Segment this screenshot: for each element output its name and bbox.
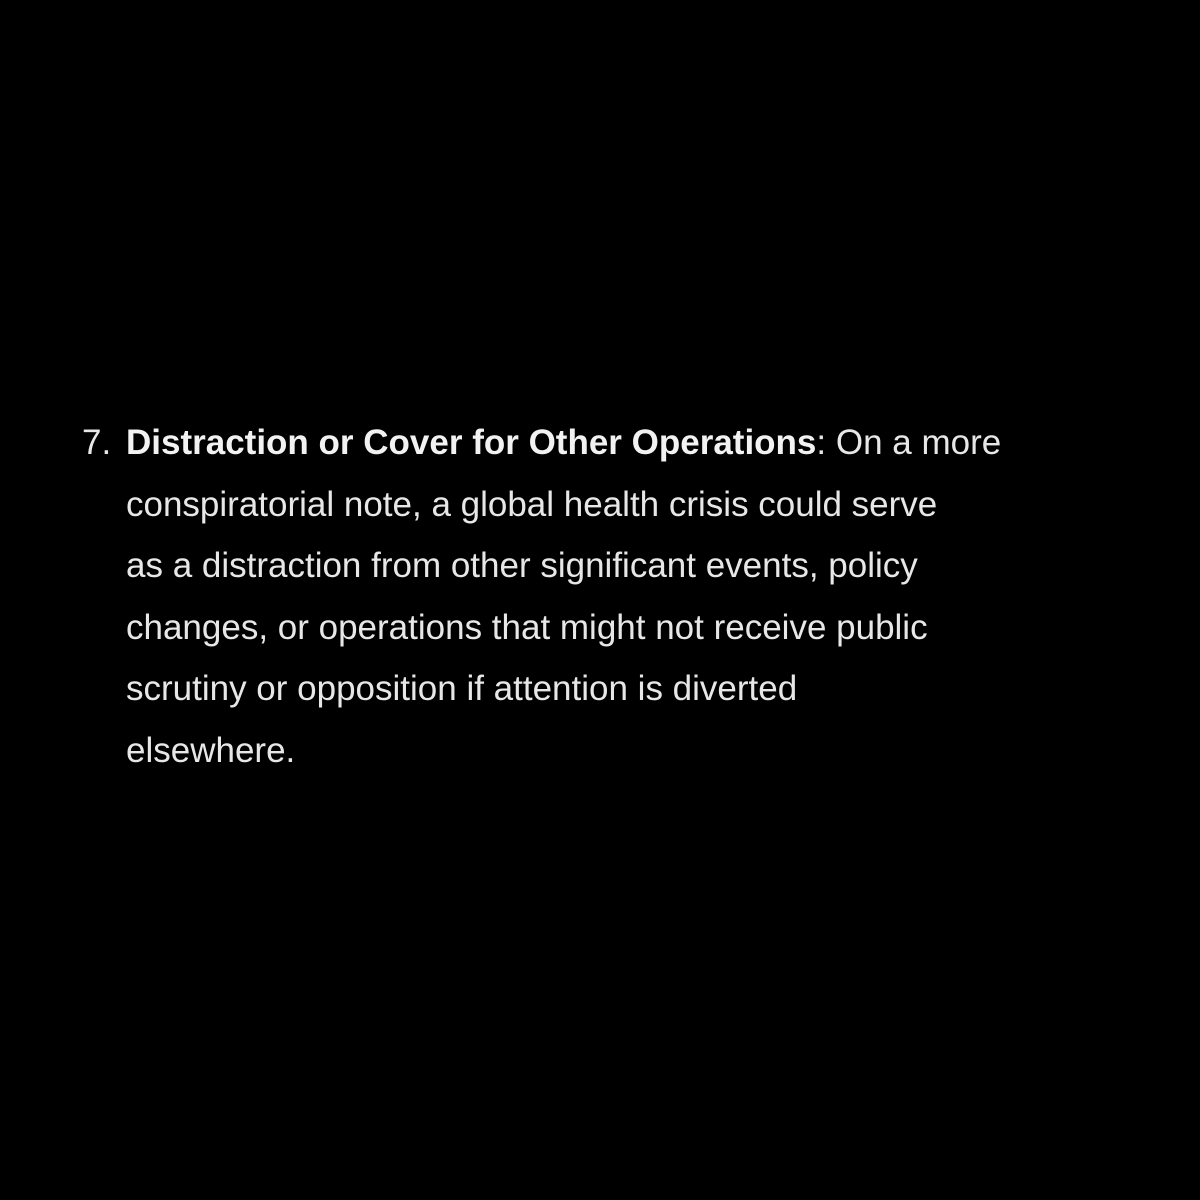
text-line-3: as a distraction from other significant events, policy — [126, 546, 918, 585]
text-line-6: elsewhere. — [126, 730, 296, 770]
text-line-5: scrutiny or opposition if attention is diverted — [126, 669, 798, 708]
numbered-list-item — [82, 412, 1182, 781]
text-line-2: conspiratorial note, a global health crisis could serve — [126, 484, 938, 524]
heading-colon: : — [816, 423, 827, 462]
text-line-4: changes, or operations that might not receive public — [126, 607, 928, 647]
list-number: 7. — [82, 423, 112, 462]
text-line-1: On a more — [826, 423, 1002, 462]
list-item-body — [126, 412, 1176, 781]
list-item-first-line — [126, 412, 1176, 474]
item-heading: Distraction or Cover for Other Operations — [126, 423, 817, 462]
